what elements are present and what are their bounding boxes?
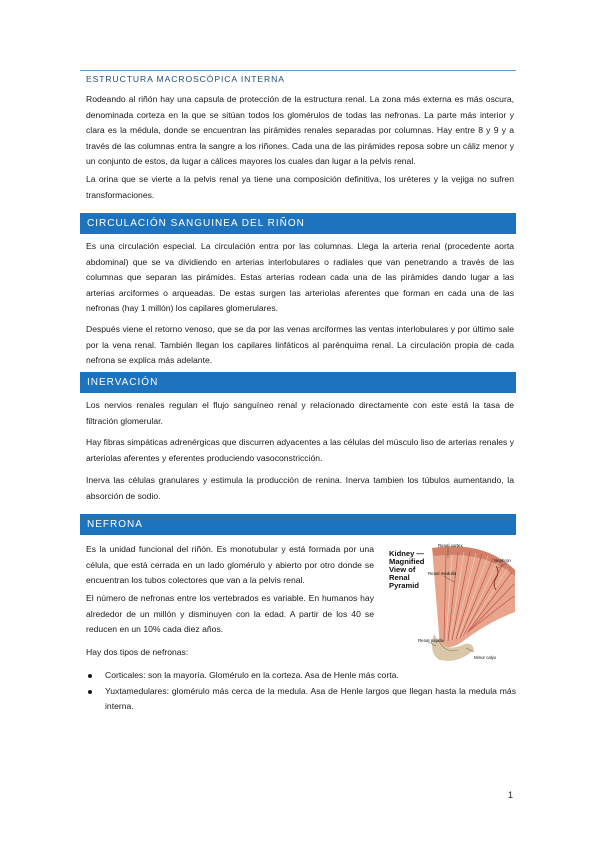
- section-band-nephron: [80, 514, 516, 535]
- list-item: Corticales: son la mayoría. Glomérulo en la corteza. Asa de Henle más corta.: [86, 668, 516, 684]
- figure-title-line-5: Pyramid: [389, 581, 419, 590]
- bullet-icon: [88, 690, 92, 694]
- renal-pyramid-illustration: [388, 542, 516, 665]
- figure-label-renal-medulla: Renal medulla: [428, 571, 457, 576]
- figure-title-line-3: View of: [389, 565, 416, 574]
- paragraph-circulation-2: Después viene el retorno venoso, que se da por las venas arciformes las ventas interlobulares y por último sale por la vena renal. También llegan los capilares linfáticos al parénquima renal. La circulación propia de cada nefrona se explica más adelante.: [86, 324, 514, 366]
- section-band-innervation: [80, 372, 516, 393]
- figure-title-line-1: Kidney —: [389, 549, 425, 558]
- figure-label-renal-cortex: Renal cortex: [438, 543, 463, 548]
- bullet-icon: [88, 674, 92, 678]
- paragraph-internal-structure-1: Rodeando al riñón hay una capsula de protección de la estructura renal. La zona más externa es más oscura, denominada corteza en la que se sitúan todos los glomérulos de todas las nefronas. La parte más interior y clara es la médula, donde se encuentran las pirámides renales separadas por columnas. Hay entre 8 y 9 y a través de las columnas entra la sangre a los riñones. Cada una de las pirámides reposa sobre un cáliz menor y un conjunto de estos, da lugar a cálices mayores los cuales dan lugar a la pelvis renal.: [86, 94, 514, 167]
- paragraph-nephron-3: Hay dos tipos de nefronas:: [86, 647, 189, 657]
- paragraph-innervation-3: Inerva las células granulares y estimula la producción de renina. Inerva tambien los túbulos aumentando, la absorción de sodio.: [86, 475, 514, 501]
- paragraph-innervation-2: Hay fibras simpáticas adrenérgicas que discurren adyacentes a las células del músculo liso de arterias renales y arteriolas aferentes y eferentes produciendo vasoconstricción.: [86, 437, 514, 463]
- page-number: 1: [508, 790, 514, 800]
- section-band-circulation: [80, 213, 516, 234]
- top-divider: [80, 70, 516, 71]
- paragraph-nephron-2: El número de nefronas entre los vertebrados es variable. En humanos hay alrededor de un millón y disminuyen con la edad. A partir de los 40 se reducen en un 10% cada diez años.: [86, 593, 374, 635]
- paragraph-circulation-1: Es una circulación especial. La circulación entra por las columnas. Llega la arteria renal (procedente aorta abdominal) que se va dividiendo en arterias interlobulares o radiales que van penetrando a través de las columnas que separan las pirámides. Estas arterias rodean cada una de las pirámides dando lugar a las arterias arciformes o arqueadas. De estas surgen las arteriolas aferentes que forman en cada una de las nefronas (hay 1 millón) los capilares glomerulares.: [86, 241, 514, 314]
- figure-label-nephron: Nephron: [494, 558, 511, 563]
- figure-label-renal-papilla: Renal papilla: [418, 638, 444, 643]
- paragraph-nephron-1: Es la unidad funcional del riñón. Es monotubular y está formada por una célula, que está cerrada en un lado glomérulo y abierto por otro donde se encuentran los tubos colectores que van a la pelvis renal.: [86, 544, 374, 586]
- section-heading-internal-structure: ESTRUCTURA MACROSCÓPICA INTERNA: [86, 74, 285, 84]
- section-title-nephron: NEFRONA: [87, 519, 143, 530]
- figure-title-line-4: Renal: [389, 573, 410, 582]
- section-title-circulation: CIRCULACIÓN SANGUINEA DEL RIÑON: [87, 218, 305, 229]
- figure-label-minor-calyx: Minor calyx: [474, 655, 497, 660]
- paragraph-innervation-1: Los nervios renales regulan el flujo sanguíneo renal y relacionado directamente con este está la tasa de filtración glomerular.: [86, 400, 514, 426]
- paragraph-internal-structure-2: La orina que se vierte a la pelvis renal ya tiene una composición definitiva, los uréteres y la vejiga no sufren transformaciones.: [86, 174, 514, 200]
- list-item: Yuxtamedulares: glomérulo más cerca de la medula. Asa de Henle largos que llegan hasta la medula más interna.: [86, 684, 516, 715]
- nephron-types-list: [86, 668, 516, 715]
- figure-title-line-2: Magnified: [389, 557, 425, 566]
- section-title-innervation: INERVACIÓN: [87, 377, 159, 388]
